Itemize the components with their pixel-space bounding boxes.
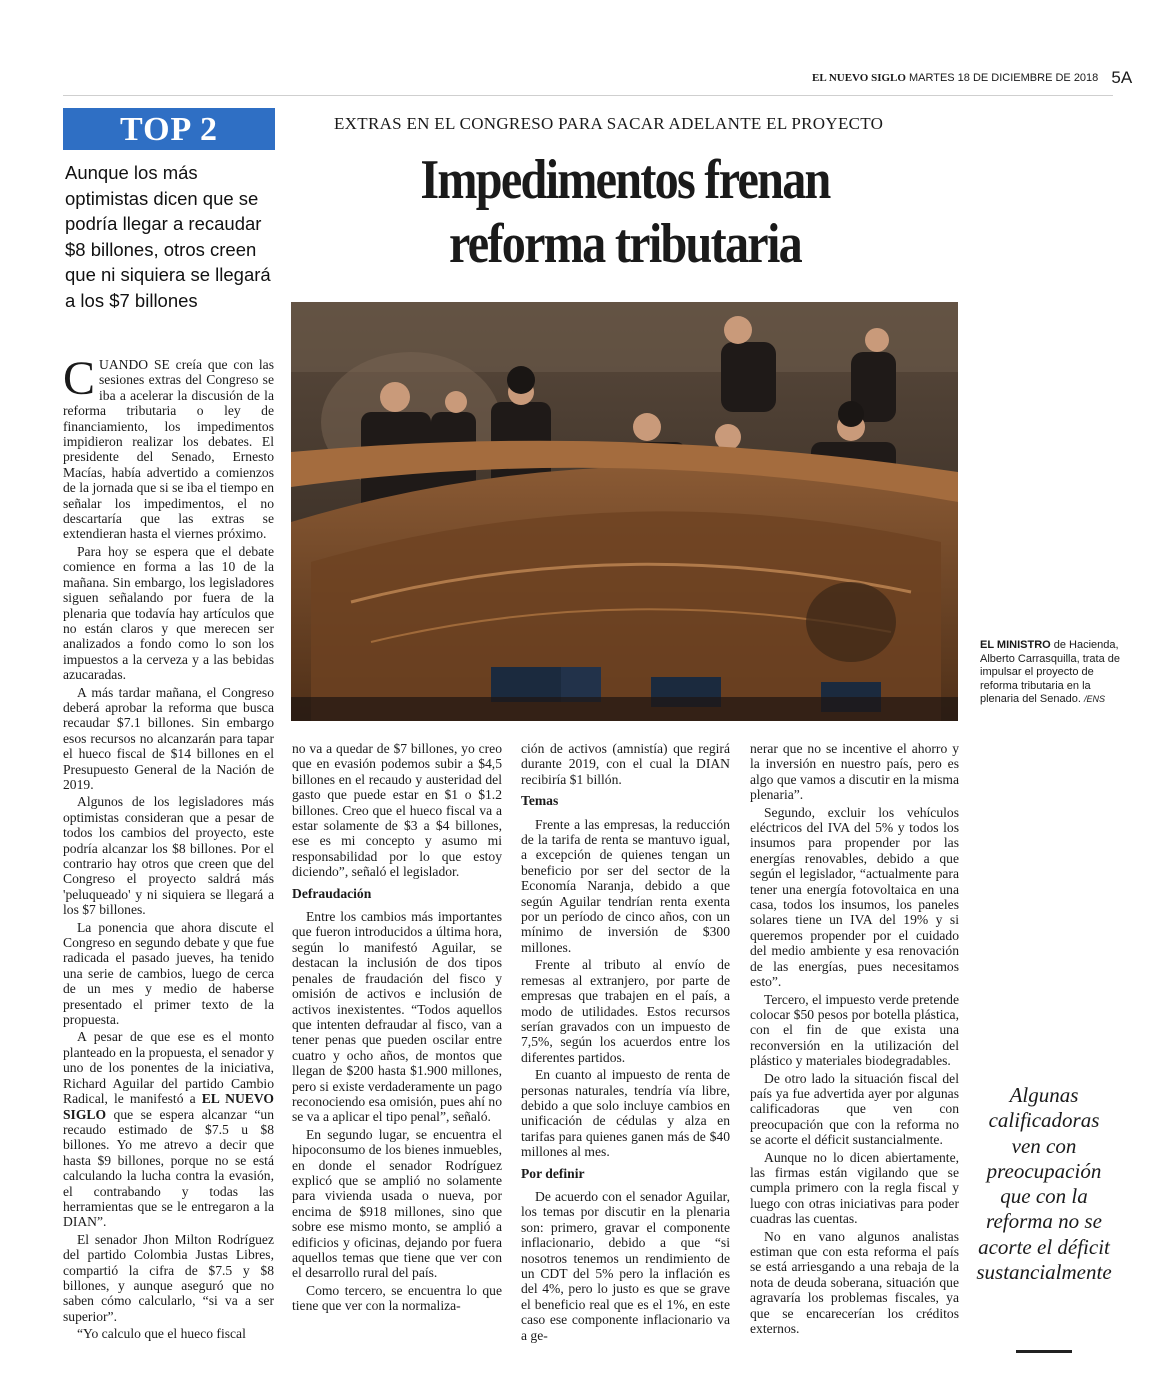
paragraph: En segundo lugar, se encuentra el hipoconsumo de los bienes inmuebles, en donde el senador Rodríguez explicó que se amplió no solamente para vivienda usada o nueva, por encima de $918 millones, sino que sobre ese mismo monto, se amplió a edificios y oficinas, dejando por fuera aquellos temas que tiene que ver con el desarrollo rural del país. <box>292 1126 502 1281</box>
photo-credit: /ENS <box>1083 694 1105 704</box>
header-rule <box>63 95 1113 96</box>
page-number: 5A <box>1111 68 1133 87</box>
kicker: EXTRAS EN EL CONGRESO PARA SACAR ADELANTE EL PROYECTO <box>334 114 884 133</box>
paragraph: Como tercero, se encuentra lo que tiene que ver con la normaliza- <box>292 1282 502 1314</box>
paragraph: nerar que no se incentive el ahorro y la inversión en nuestro país, pero es algo que vamos a discutir en la misma plenaria”. <box>750 741 959 803</box>
paragraph: De acuerdo con el senador Aguilar, los temas por discutir en la plenaria son: primero, gravar el componente inflacionario, debido a que “si nosotros tenemos un rendimiento de un CDT del 5% pero la inflación es del 4%, pero lo justo es que se grave el beneficio real que es el 1%, en este caso ese componente inflacionario va a ge- <box>521 1188 730 1343</box>
subheading-defraudacion: Defraudación <box>292 885 372 901</box>
caption-text: de Hacienda, Alberto Carrasquilla, trata de impulsar el proyecto de reforma tributaria en la plenaria del Senado. <box>980 639 1121 705</box>
paragraph: Algunos de los legisladores más optimistas consideran que a pesar de todos los cambios del proyecto, este podría alcanzar los $8 billones. Por el contrario hay otros que creen que del Congreso el proyecto saldrá más 'peluqueado' y ni siquiera se llegará a los $7 billones. <box>63 794 274 918</box>
pull-quote: Algunas calificadoras ven con preocupación que con la reforma no se acorte el déficit sustancialmente <box>976 1083 1112 1285</box>
paragraph: Segundo, excluir los vehículos eléctricos del IVA del 5% y todos los insumos para propender por las energías renovables, debido a que según el legislador, “actualmente para tener una energía fotovoltaica en una casa, todos los insumos, los paneles solares tiene un IVA del 19% y si queremos propender por el cuidado del medio ambiente y esa renovación de las energías, pues necesitamos esto”. <box>750 804 959 990</box>
subheading-por-definir: Por definir <box>521 1165 585 1181</box>
photo-illustration <box>291 302 958 721</box>
paragraph: El senador Jhon Milton Rodríguez del partido Colombia Justas Libres, compartió la cifra de $7.5 y $8 billones, y aunque aseguró que no saben cómo calcularlo, “si va a ser superior”. <box>63 1231 274 1324</box>
article-column-4 <box>750 741 959 1361</box>
paragraph: no va a quedar de $7 billones, yo creo que en evasión podemos subir a $4,5 billones en el recaudo y austeridad del gasto que puede estar en $1 o $1.2 billones. Creo que el hueco fiscal va a estar solamente de $3 a $4 billones, ese es mi concepto y asumo mi responsabilidad por lo que estoy diciendo”, señaló el legislador. <box>292 741 502 880</box>
paragraph-text: A pesar de que ese es el monto planteado en la propuesta, el senador y uno de los ponentes de la iniciativa, Richard Aguilar del partido Cambio Radical, le manifestó a <box>63 1029 275 1107</box>
headline <box>346 148 905 276</box>
pull-quote-rule <box>1016 1350 1072 1353</box>
drop-cap: C <box>63 352 96 405</box>
lead-text: creía que con las sesiones extras del Congreso se iba a acelerar la discusión de la reforma tributaria o ley de financiamiento, los impedimentos impidieron realizar los debates. El presidente del Senado, Ernesto Macías, había advertido a comienzos de la jornada que si se iba el tiempo en señalar los impedimentos, el no descartaría que las extras se extendieran hasta el viernes próximo. <box>63 357 275 542</box>
photo-caption <box>980 639 1120 707</box>
article-column-3 <box>521 741 730 1361</box>
newspaper-name: EL NUEVO SIGLO <box>812 72 906 84</box>
paragraph: Frente a las empresas, la reducción de la tarifa de renta se mantuvo igual, a excepción de quienes tengan un beneficio por ser del sector de la Economía Naranja, debido a que según Aguilar tendrían renta exenta por un período de cinco años, con un mínimo de inversión de $300 millones. <box>521 816 730 955</box>
article-column-1 <box>63 352 275 1357</box>
section-badge: TOP 2 <box>63 108 275 150</box>
headline-line-2: reforma tributaria <box>449 213 801 275</box>
paragraph: Aunque no lo dicen abiertamente, las firmas están vigilando que se cumpla primero con la regla fiscal y luego con otras iniciativas para poder cuadras las cuentas. <box>750 1149 959 1227</box>
paragraph: De otro lado la situación fiscal del país ya fue advertida ayer por algunas calificadoras que ven con preocupación que con la reforma no se acorte el déficit sustancialmente. <box>750 1070 959 1148</box>
lead-paragraph <box>63 352 275 542</box>
paragraph: Tercero, el impuesto verde pretende colocar $50 pesos por botella plástica, con el fin de que exista una reconversión en la utilización del plástico y materiales biodegradables. <box>750 991 959 1069</box>
article-column-2 <box>292 741 502 1361</box>
paragraph: Entre los cambios más importantes que fueron introducidos a última hora, según lo manifestó Aguilar, se destacan la inclusión de dos tipos penales de fraudación del fisco y omisión de activos e inclusión de activos inexistentes. “Todos aquellos que intenten defraudar al fisco, van a tener penas que pueden oscilar entre cuatro y ocho años, de montos que llegan de $200 hasta $1.900 millones, pero si existe verdaderamente un pago reconociendo esa omisión, pues ahí no se va a aplicar el tipo penal”, señaló. <box>292 909 502 1125</box>
paragraph: ción de activos (amnistía) que regirá durante 2019, con el cual la DIAN recibiría $1 billón. <box>521 741 730 787</box>
paragraph: No en vano algunos analistas estiman que con esta reforma el país se está arriesgando a una rebaja de la nota de deuda soberana, situación que agravaría los problemas fiscales, ya que se encarecerían los créditos externos. <box>750 1228 959 1337</box>
paragraph: A más tardar mañana, el Congreso deberá aprobar la reforma que busca recaudar $7.1 billones. Sin embargo esos recursos no alcanzarán para tapar el hueco fiscal de $14 billones en el Presupuesto General de la Nación de 2019. <box>63 684 274 792</box>
subheading-temas: Temas <box>521 793 559 809</box>
paragraph: La ponencia que ahora discute el Congreso en segundo debate y que fue radicada el pasado jueves, ha tenido una serie de cambios, luego de cerca de un mes y medio de haberse presentado el primer texto de la propuesta. <box>63 919 274 1028</box>
masthead <box>812 68 1133 88</box>
paragraph: Frente al tributo al envío de remesas al extranjero, por parte de empresas que trabajen en el país, a modo de utilidades. Estos recursos serían gravados con un impuesto de 7,5%, según los acuerdos entre los diferentes partidos. <box>521 957 730 1065</box>
caption-lead: EL MINISTRO <box>980 639 1051 651</box>
paragraph: Para hoy se espera que el debate comience en forma a las 10 de la mañana. Sin embargo, los legisladores siguen señalando por fuera de la plenaria que todavía hay artículos que no están claros y que merecen ser analizados a fondo como lo son los impuestos a la cerveza y a las bebidas azucaradas. <box>63 543 274 683</box>
issue-date: MARTES 18 DE DICIEMBRE DE 2018 <box>908 72 1099 84</box>
newspaper-mention: EL NUEVO SIGLO <box>63 1091 274 1122</box>
paragraph: “Yo calculo que el hueco fiscal <box>77 1326 246 1342</box>
paragraph-text: que se espera alcanzar “un recaudo estimado de $7.5 u $8 billones. Yo me atrevo a decir que hasta $9 billones, porque no se está calculando la lucha contra la evasión, el contrabando y todas las herramientas que se le entregaron a la DIAN”. <box>63 1106 274 1230</box>
paragraph <box>63 1029 274 1229</box>
lead-caps: UANDO SE <box>99 357 170 372</box>
paragraph: En cuanto al impuesto de renta de personas naturales, tendría vía libre, debido a que solo incluye cambios en unificación de cédulas y alza en tarifas para quienes ganen más de $40 millones al mes. <box>521 1067 730 1160</box>
senate-plenary-photo <box>291 302 958 721</box>
headline-line-1: Impedimentos frenan <box>420 149 830 211</box>
article-summary: Aunque los más optimistas dicen que se podría llegar a recaudar $8 billones, otros creen que ni siquiera se llegará a los $7 billones <box>65 162 271 311</box>
